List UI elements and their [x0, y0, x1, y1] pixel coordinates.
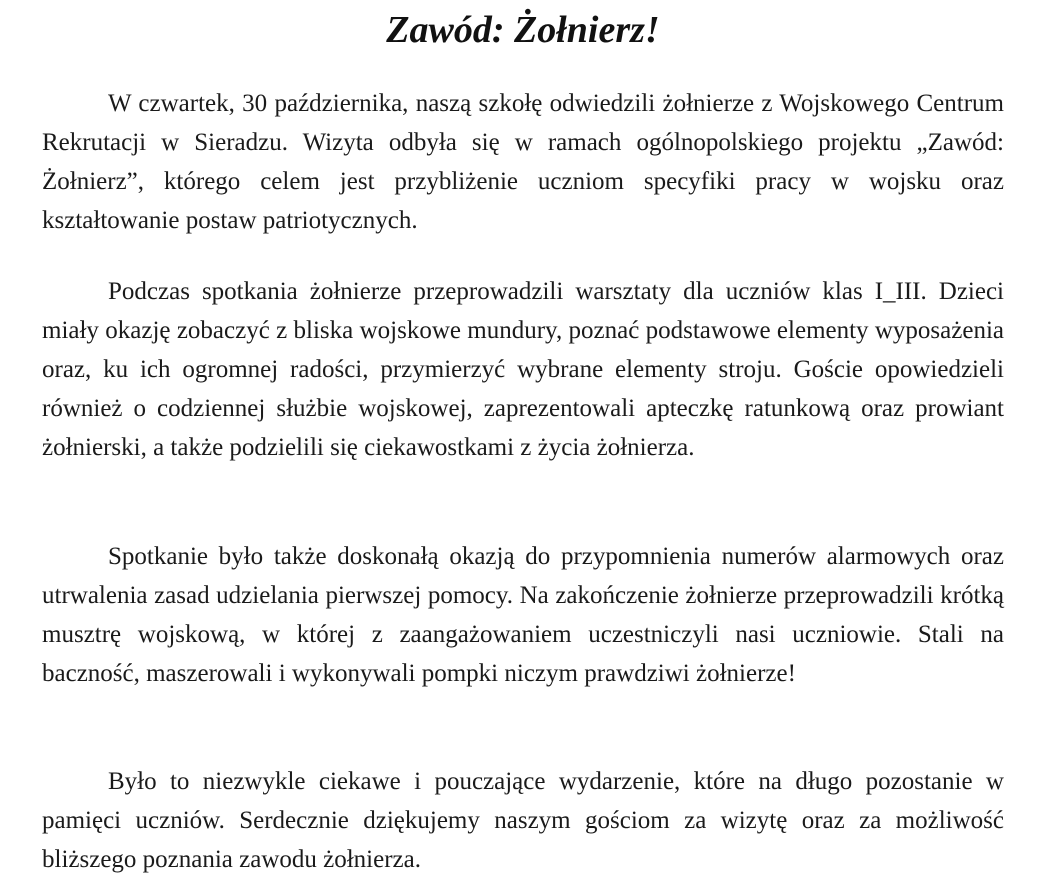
paragraph-workshops: Podczas spotkania żołnierze przeprowadzili warsztaty dla uczniów klas I_III. Dzieci miały okazję zobaczyć z bliska wojskowe mundury, poznać podstawowe elementy wyposażenia oraz, ku ich ogromnej radości, przymierzyć wybrane elementy stroju. Goście opowiedzieli również o codziennej służbie wojskowej, zaprezentowali apteczkę ratunkową oraz prowiant żołnierski, a także podzielili się ciekawostkami z życia żołnierza. [42, 278, 1004, 461]
document-page [42, 0, 1004, 873]
paragraph-thanks: Było to niezwykle ciekawe i pouczające wydarzenie, które na długo pozostanie w pamięci uczniów. Serdecznie dziękujemy naszym gościom za wizytę oraz za możliwość bliższego poznania zawodu żołnierza. [42, 768, 1004, 873]
paragraph-visit-intro: W czwartek, 30 października, naszą szkołę odwiedzili żołnierze z Wojskowego Centrum Rekrutacji w Sieradzu. Wizyta odbyła się w ramach ogólnopolskiego projektu „Zawód: Żołnierz”, którego celem jest przybliżenie uczniom specyfiki pracy w wojsku oraz kształtowanie postaw patriotycznych. [42, 90, 1004, 234]
document-title: Zawód: Żołnierz! [386, 9, 660, 51]
paragraph-first-aid-drill: Spotkanie było także doskonałą okazją do przypomnienia numerów alarmowych oraz utrwalenia zasad udzielania pierwszej pomocy. Na zakończenie żołnierze przeprowadzili krótką musztrę wojskową, w której z zaangażowaniem uczestniczyli nasi uczniowie. Stali na baczność, maszerowali i wykonywali pompki niczym prawdziwi żołnierze! [42, 543, 1004, 687]
